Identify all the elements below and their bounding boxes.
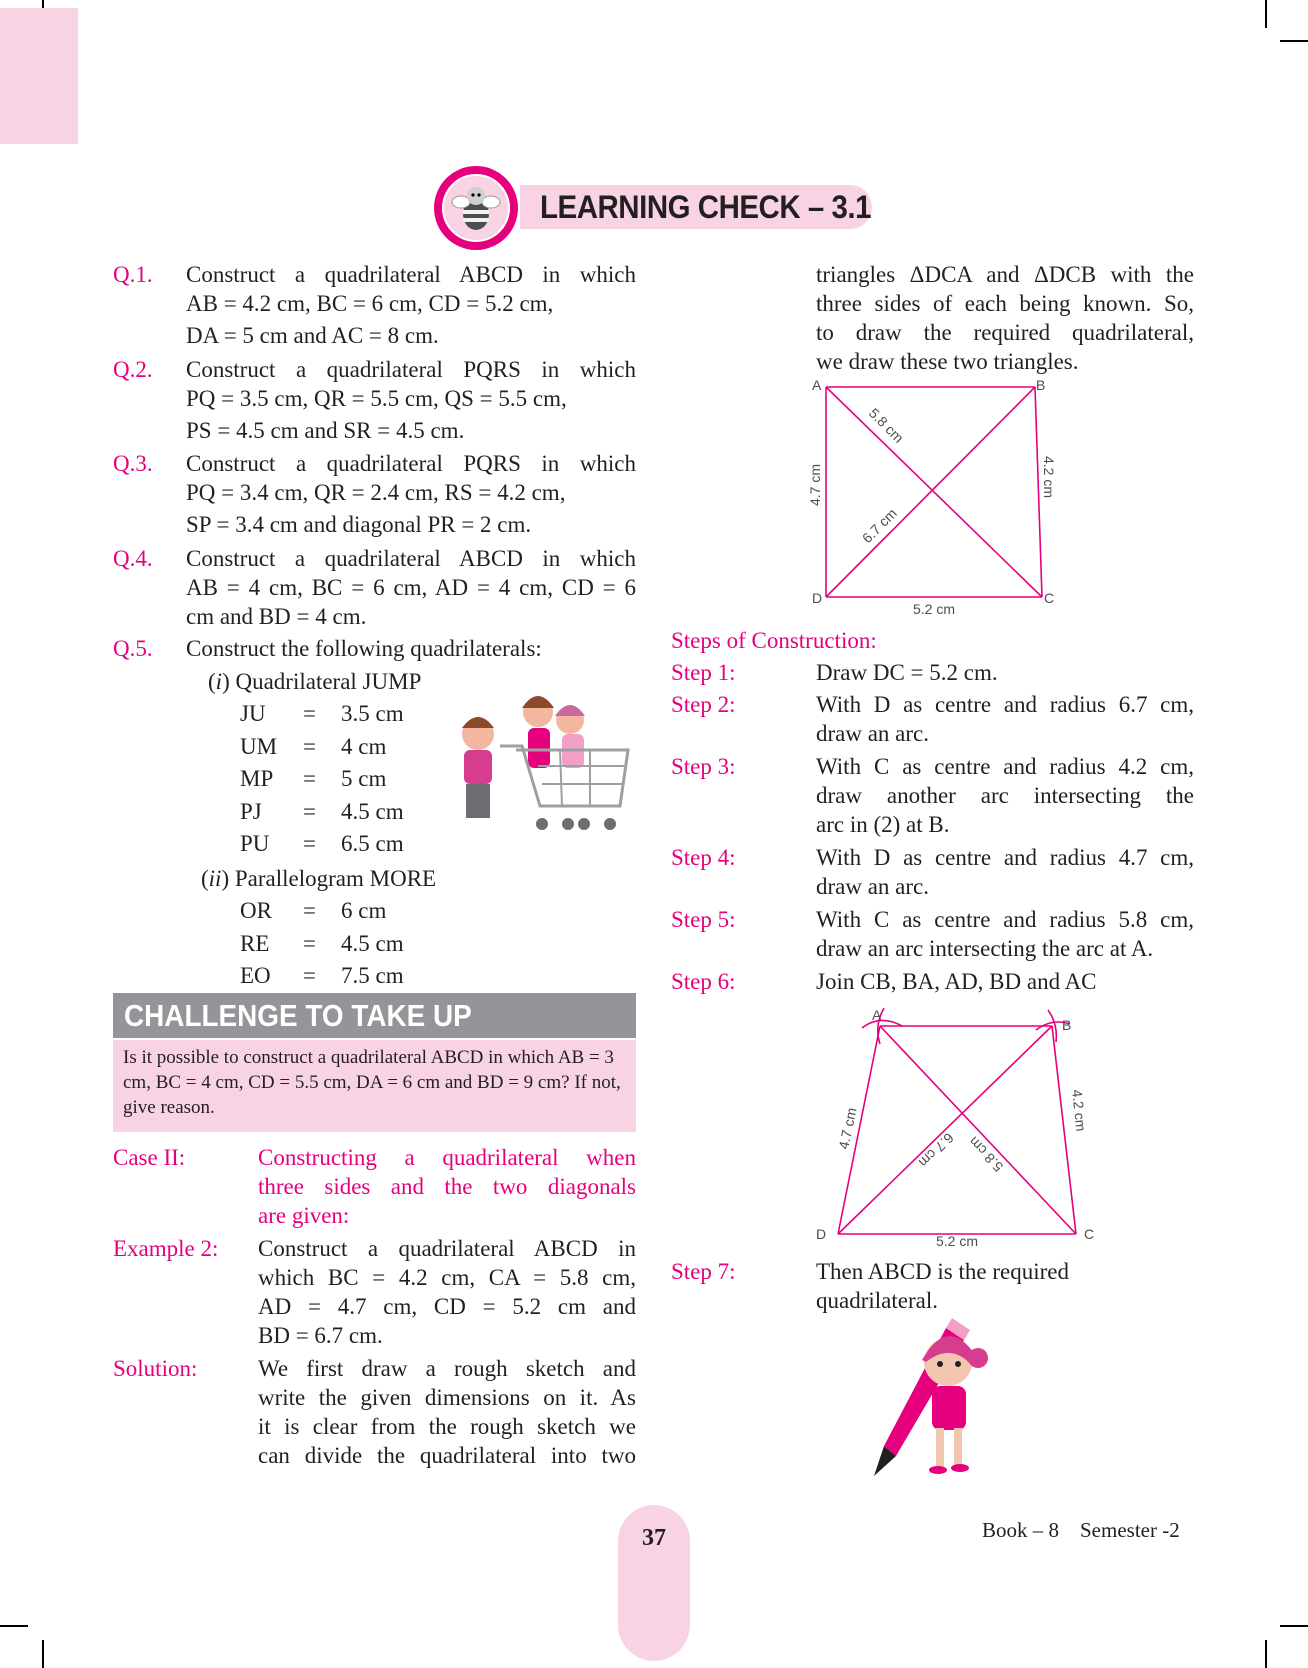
q5-part2-title: Parallelogram MORE — [234, 866, 437, 891]
q5-part2-heading: (ii) Parallelogram MORE — [201, 866, 437, 891]
solution-line: We first draw a rough sketch and — [258, 1356, 636, 1381]
step-label: Step 4: — [671, 845, 736, 870]
fig2-label-d: D — [816, 1226, 827, 1242]
kids-shopping-cart-illustration — [450, 684, 630, 844]
q5-part2-cell: EO — [240, 963, 271, 989]
q5-part1-heading: (i) Quadrilateral JUMP — [208, 669, 422, 694]
case2-line: three sides and the two diagonals — [258, 1174, 636, 1199]
fig2-diagonal-ac — [880, 1026, 1076, 1234]
step-line: With C as centre and radius 4.2 cm, — [816, 754, 1194, 779]
q5-part1-title: Quadrilateral JUMP — [235, 669, 422, 694]
step-line: quadrilateral. — [816, 1288, 938, 1313]
q5-part1-cell: MP — [240, 766, 274, 792]
case2-line: are given: — [258, 1203, 350, 1228]
book-info: Book – 8 Semester -2 — [982, 1518, 1180, 1542]
q5-line: Construct the following quadrilaterals: — [186, 636, 542, 661]
q5-part1-cell: = — [303, 798, 316, 824]
intro-line: we draw these two triangles. — [816, 349, 1079, 374]
example2-line: BD = 6.7 cm. — [258, 1323, 383, 1348]
q4-number: Q.4. — [113, 546, 153, 571]
crop-mark — [0, 1625, 28, 1627]
challenge-title: CHALLENGE TO TAKE UP — [124, 998, 472, 1033]
q5-part1-cell: = — [303, 701, 316, 726]
fig2-label-bd: 6.7 cm — [915, 1129, 958, 1171]
crop-mark — [1265, 0, 1267, 28]
q1-line: DA = 5 cm and AC = 8 cm. — [186, 323, 439, 348]
q5-number: Q.5. — [113, 636, 153, 661]
q5-part2-roman: ii — [208, 866, 222, 891]
step-label: Step 2: — [671, 692, 736, 717]
q5-part2-cell: 4.5 cm — [341, 930, 404, 956]
q5-part1-cell: UM — [240, 733, 278, 759]
fig2-side-bc — [1052, 1026, 1076, 1234]
step-line: With C as centre and radius 5.8 cm, — [816, 907, 1194, 932]
q5-part1-cell: 3.5 cm — [341, 701, 404, 726]
q2-number: Q.2. — [113, 357, 153, 382]
q5-part1-cell: = — [303, 766, 316, 792]
fig1-label-a: A — [812, 377, 822, 393]
girl-with-pencil-illustration — [866, 1318, 1016, 1478]
step-label: Step 5: — [671, 907, 736, 932]
q5-part1-cell: 4 cm — [341, 733, 387, 759]
step-line: Join CB, BA, AD, BD and AC — [816, 969, 1097, 994]
q1-number: Q.1. — [113, 262, 153, 287]
step-line: draw an arc intersecting the arc at A. — [816, 936, 1154, 961]
fig1-label-d: D — [812, 590, 823, 606]
crop-mark — [42, 1640, 44, 1668]
q1-line: AB = 4.2 cm, BC = 6 cm, CD = 5.2 cm, — [186, 291, 554, 316]
q3-line: PQ = 3.4 cm, QR = 2.4 cm, RS = 4.2 cm, — [186, 480, 566, 505]
q5-part1-cell: JU — [240, 701, 266, 726]
step-line: With D as centre and radius 4.7 cm, — [816, 845, 1194, 870]
fig1-label-left: 4.7 cm — [807, 463, 823, 506]
step-line: arc in (2) at B. — [816, 812, 950, 837]
q5-part1-cell: 6.5 cm — [341, 831, 404, 857]
fig2-label-right: 4.2 cm — [1069, 1088, 1090, 1133]
step-line: draw an arc. — [816, 721, 930, 746]
q2-line: Construct a quadrilateral PQRS in which — [186, 357, 636, 382]
challenge-text: Is it possible to construct a quadrilateral ABCD in which AB = 3 cm, BC = 4 cm, CD = 5.5 cm, DA = 6 cm and BD = 9 cm? If not, give reason. — [123, 1047, 621, 1118]
step-line: draw an arc. — [816, 874, 930, 899]
solution-line: can divide the quadrilateral into two — [258, 1443, 636, 1468]
q5-part2-cell: RE — [240, 930, 270, 956]
page-number: 37 — [642, 1525, 666, 1551]
example2-line: AD = 4.7 cm, CD = 5.2 cm and — [258, 1294, 636, 1319]
fig1-label-ac: 5.8 cm — [865, 404, 907, 446]
q3-line: Construct a quadrilateral PQRS in which — [186, 451, 636, 476]
step-line: Draw DC = 5.2 cm. — [816, 660, 998, 685]
fig1-side-bc — [1035, 387, 1042, 597]
q5-part1-cell: = — [303, 831, 316, 857]
step-line: draw another arc intersecting the — [816, 783, 1194, 808]
q5-part1-cell: 5 cm — [341, 766, 387, 792]
solution-line: it is clear from the rough sketch we — [258, 1414, 636, 1439]
fig1-label-bottom: 5.2 cm — [913, 601, 956, 617]
step-label: Step 6: — [671, 969, 736, 994]
q5-part2-cell: OR — [240, 898, 272, 923]
case2-label: Case II: — [113, 1145, 186, 1170]
q3-number: Q.3. — [113, 451, 153, 476]
q5-part2-cell: 7.5 cm — [341, 963, 404, 989]
crop-mark — [1265, 1640, 1267, 1668]
case2-line: Constructing a quadrilateral when — [258, 1145, 636, 1170]
q4-line: AB = 4 cm, BC = 6 cm, AD = 4 cm, CD = 6 — [186, 575, 636, 600]
fig1-label-bd: 6.7 cm — [858, 505, 900, 547]
intro-line: to draw the required quadrilateral, — [816, 320, 1194, 345]
q5-part1-cell: PJ — [240, 798, 262, 824]
q2-line: PS = 4.5 cm and SR = 4.5 cm. — [186, 418, 465, 443]
construction-figure — [800, 1000, 1100, 1250]
fig2-label-c: C — [1084, 1226, 1095, 1242]
fig2-label-a: A — [872, 1007, 882, 1023]
fig2-diagonal-bd — [838, 1026, 1052, 1234]
example2-line: Construct a quadrilateral ABCD in — [258, 1236, 636, 1261]
fig1-label-b: B — [1036, 377, 1046, 393]
q4-line: cm and BD = 4 cm. — [186, 604, 367, 629]
q5-part2-cell: 6 cm — [341, 898, 387, 923]
example2-line: which BC = 4.2 cm, CA = 5.8 cm, — [258, 1265, 636, 1290]
q5-part2-cell: = — [303, 930, 316, 956]
q1-line: Construct a quadrilateral ABCD in which — [186, 262, 636, 287]
page-title: LEARNING CHECK – 3.1 — [540, 189, 872, 225]
step-label: Step 3: — [671, 754, 736, 779]
crop-mark — [1280, 1625, 1308, 1627]
step-label: Step 7: — [671, 1259, 736, 1284]
rough-sketch-figure — [800, 372, 1070, 620]
q3-line: SP = 3.4 cm and diagonal PR = 2 cm. — [186, 512, 532, 537]
solution-label: Solution: — [113, 1356, 198, 1381]
step-line: With D as centre and radius 6.7 cm, — [816, 692, 1194, 717]
fig2-label-b: B — [1062, 1017, 1072, 1033]
step-line: Then ABCD is the required — [816, 1259, 1069, 1284]
fig1-label-right: 4.2 cm — [1041, 456, 1057, 499]
bee-mascot-icon — [442, 174, 510, 242]
q5-part1-cell: PU — [240, 831, 270, 857]
q4-line: Construct a quadrilateral ABCD in which — [186, 546, 636, 571]
q5-part2-cell: = — [303, 898, 316, 923]
fig2-label-left: 4.7 cm — [835, 1106, 860, 1151]
intro-line: triangles ΔDCA and ΔDCB with the — [816, 262, 1194, 287]
fig2-label-bottom: 5.2 cm — [936, 1233, 979, 1249]
intro-line: three sides of each being known. So, — [816, 291, 1194, 316]
q5-part1-roman: i — [215, 669, 223, 694]
fig1-label-c: C — [1044, 590, 1055, 606]
steps-title: Steps of Construction: — [671, 628, 877, 653]
q2-line: PQ = 3.5 cm, QR = 5.5 cm, QS = 5.5 cm, — [186, 386, 567, 411]
solution-line: write the given dimensions on it. As — [258, 1385, 636, 1410]
q5-part1-cell: = — [303, 733, 316, 759]
q5-part2-cell: = — [303, 963, 316, 989]
page-tab — [0, 8, 78, 144]
crop-mark — [1280, 40, 1308, 42]
q5-part1-cell: 4.5 cm — [341, 798, 404, 824]
step-label: Step 1: — [671, 660, 736, 685]
fig2-label-ac: 5.8 cm — [965, 1133, 1007, 1176]
fig2-arc-a — [862, 1020, 902, 1028]
example2-label: Example 2: — [113, 1236, 219, 1261]
